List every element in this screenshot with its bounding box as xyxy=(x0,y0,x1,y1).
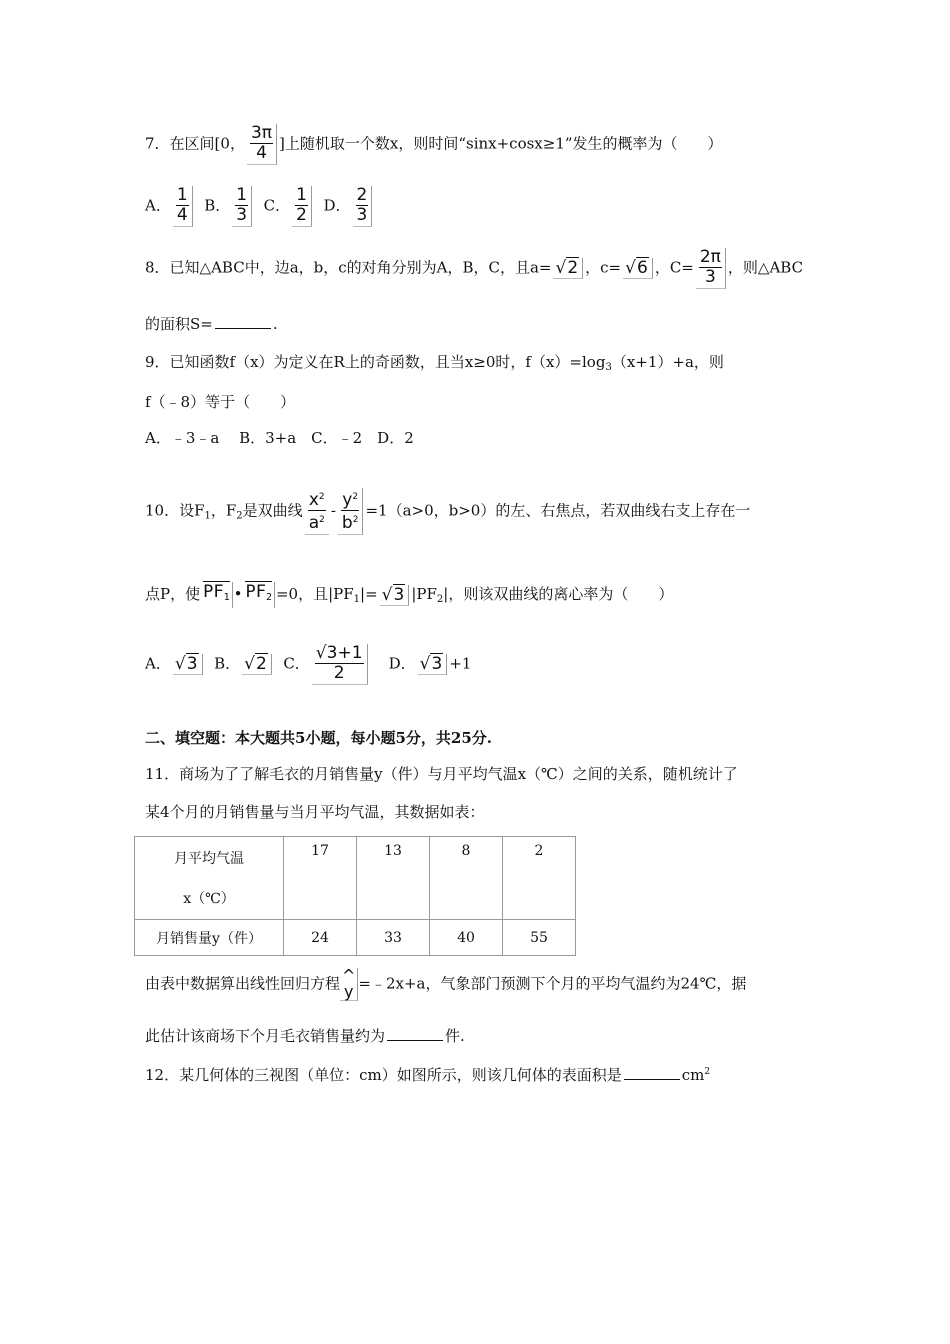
option-fraction: $\frac{1}{2}$ xyxy=(292,186,312,227)
table-header-cell: 月平均气温 x（℃） xyxy=(135,837,284,920)
q7-line xyxy=(145,124,723,165)
answer-blank xyxy=(215,314,271,329)
sqrt-a: √2 xyxy=(553,258,583,279)
option-fraction: $\frac{√3+1}{2}$ xyxy=(312,644,368,685)
table-cell: 24 xyxy=(284,920,357,956)
q11-line2: 某4个月的月销售量与当月平均气温，其数据如表： xyxy=(145,803,485,821)
q7-options xyxy=(145,186,374,227)
table-row xyxy=(135,920,576,956)
option-label: B． xyxy=(204,196,231,215)
data-table xyxy=(134,836,576,956)
vector-pf2: $PF_2$ xyxy=(243,582,275,608)
q12-line: 12．某几何体的三视图（单位：cm）如图所示，则该几何体的表面积是 $cm^2$ xyxy=(145,1066,711,1084)
q9-options: A．﹣3﹣a B．3+a C．﹣2 D．2 xyxy=(145,429,414,447)
option-fraction: $\frac{1}{3}$ xyxy=(232,186,252,227)
sqrt-c: √6 xyxy=(623,258,653,279)
table-cell: 17 xyxy=(284,837,357,920)
angle-c-fraction: $\frac{2\pi}{3}$ xyxy=(696,248,726,289)
q11-line3: 由表中数据算出线性回归方程 ^ y =﹣2x+a，气象部门预测下个月的平均气温约为24℃，据 xyxy=(145,966,747,1001)
vector-pf1: $PF_1$ xyxy=(201,582,233,608)
table-header-cell: 月销售量y（件） xyxy=(135,920,284,956)
q7-suffix: ]上随机取一个数x，则时间“sinx+cosx≥1”发生的概率为（ ） xyxy=(279,134,723,153)
q8-line: 8．已知△ABC中，边a，b，c的对角分别为A，B，C，且a= √2 ，c= √6 ，C= $\frac{2\pi}{3}$ ，则△ABC xyxy=(145,247,804,287)
option-fraction: $\frac{2}{3}$ xyxy=(353,186,373,227)
table-cell: 2 xyxy=(503,837,576,920)
q10-line1: 10．设$F_1$，$F_2$是双曲线 $\frac{x^2}{a^2}$ - $\frac{y^2}{b^2}$ =1（a>0，b>0）的左、右焦点，若双曲线右支上存在一 xyxy=(145,490,751,533)
table-cell: 55 xyxy=(503,920,576,956)
answer-blank xyxy=(624,1065,680,1080)
option-sqrt: √3 xyxy=(418,654,448,675)
option-sqrt: √2 xyxy=(242,654,272,675)
q10-line2: 点P，使 $PF_1$ • $PF_2 =0$，且$|PF_1|= √3$ $|PF_2|$，则该双曲线的离心率为（ ） xyxy=(145,582,673,610)
q9-line1: 9．已知函数f（x）为定义在R上的奇函数，且当x≥0时，$f(x)=\log_3(x+1)+a$，则 xyxy=(145,353,724,373)
table-cell: 33 xyxy=(357,920,430,956)
y-hat: ^ y xyxy=(340,968,358,1001)
table-cell: 8 xyxy=(430,837,503,920)
table-cell: 13 xyxy=(357,837,430,920)
q11-line1: 11．商场为了了解毛衣的月销售量y（件）与月平均气温x（℃）之间的关系，随机统计了 xyxy=(145,765,738,783)
option-label: D． xyxy=(323,196,351,215)
option-label: A． xyxy=(145,196,171,215)
q9-line2: f（﹣8）等于（ ） xyxy=(145,393,296,411)
q7-fraction: $\frac{3\pi}{4}$ xyxy=(247,124,277,165)
section-heading: 二、填空题：本大题共5小题，每小题5分，共25分. xyxy=(145,729,492,747)
table-cell: 40 xyxy=(430,920,503,956)
option-label: C． xyxy=(263,196,291,215)
q8-line2: 的面积S= . xyxy=(145,315,278,333)
table-row xyxy=(135,837,576,920)
q10-options: A． √3 B． √2 C． $\frac{√3+1}{2}$ D． √3 +1 xyxy=(145,643,472,683)
q11-line4: 此估计该商场下个月毛衣销售量约为 件. xyxy=(145,1027,465,1045)
option-fraction: $\frac{1}{4}$ xyxy=(173,186,193,227)
answer-blank xyxy=(387,1026,443,1041)
hyperbola-x-term: $\frac{x^2}{a^2}$ xyxy=(305,488,329,535)
hyperbola-y-term: $\frac{y^2}{b^2}$ xyxy=(338,488,364,535)
option-sqrt: √3 xyxy=(173,654,203,675)
sqrt-3: √3 xyxy=(380,585,410,606)
q7-prefix: 7．在区间[0， xyxy=(145,134,245,153)
